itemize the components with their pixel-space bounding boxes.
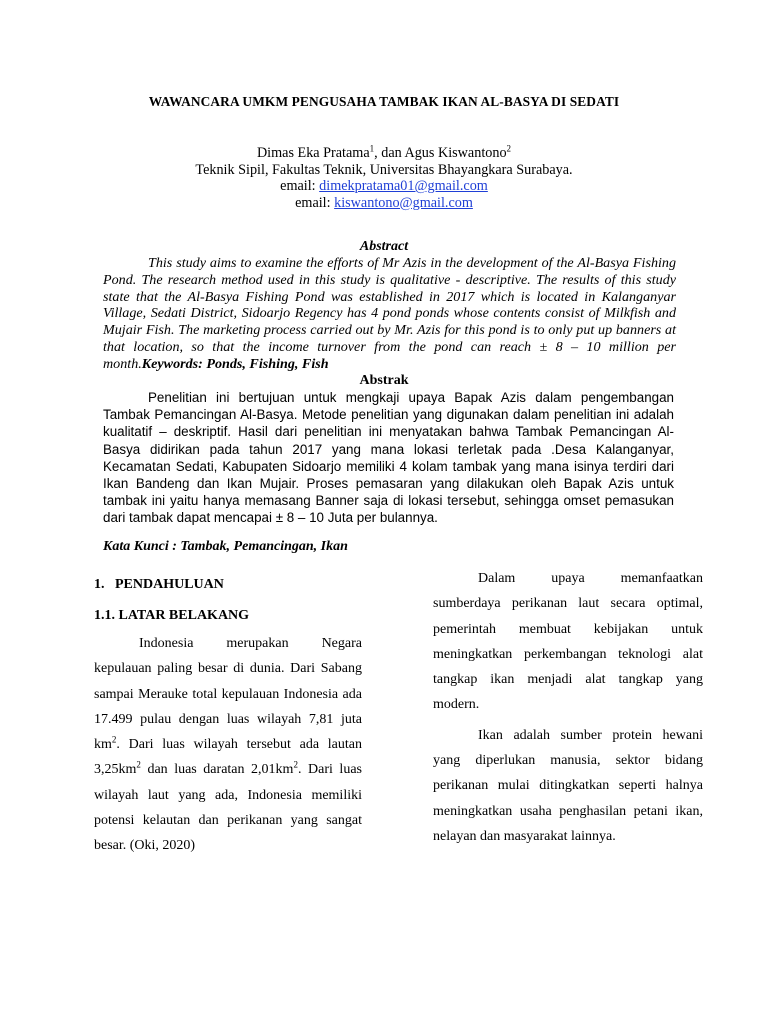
body-column-left [94, 631, 362, 859]
author-block [0, 145, 768, 211]
author-names: Dimas Eka Pratama$^1$, dan Agus Kiswantono$^2$ [256, 143, 512, 161]
body-column-right [433, 566, 703, 849]
affiliation: Teknik Sipil, Fakultas Teknik, Universitas Bhayangkara Surabaya. [195, 161, 573, 178]
abstract-heading: Abstract [359, 239, 409, 254]
abstract-text: This study aims to examine the efforts of Mr Azis in the development of the Al-Basya Fishing Pond. The research method used in this study is qualitative - descriptive. The results of this study state that the Al-Basya Fishing Pond was established in 2017 which is located in Kalanganyar Village, Sedati District, Sidoarjo Regency has 4 pond ponds whose contents consist of Milkfish and Mujair Fish. The marketing process carried out by Mr. Azis for this pond is to only put up banners at that location, so that the income turnover from the pond can reach ± 8 – 10 million per month.Keywords: Ponds, Fishing, Fish [103, 255, 676, 372]
section-heading-pendahuluan: 1. PENDAHULUAN [94, 577, 224, 592]
abstract-keywords: Keywords: Ponds, Fishing, Fish [141, 355, 329, 372]
paragraph-1: Indonesia merupakan Negara kepulauan paling besar di dunia. Dari Sabang sampai Merauke total kepulauan Indonesia ada 17.499 pulau dengan luas wilayah 7,81 juta $km^2$. Dari luas wilayah tersebut ada lautan $3,25km^2$ dan luas daratan $2,01km^2$. Dari luas wilayah laut yang ada, Indonesia memiliki potensi kelautan dan perikanan yang sangat besar. (Oki, 2020) [94, 636, 362, 854]
paragraph-2: Dalam upaya memanfaatkan sumberdaya perikanan laut secara optimal, pemerintah membuat kebijakan untuk meningkatkan perkembangan teknologi alat tangkap ikan menjadi alat tangkap yang modern. [433, 571, 703, 713]
email-line-2: email: kiswantono@gmail.com [295, 194, 473, 211]
email-line-1: email: dimekpratama01@gmail.com [280, 178, 488, 194]
abstrak-text: Penelitian ini bertujuan untuk mengkaji upaya Bapak Azis dalam pengembangan Tambak Pemancingan Al-Basya. Metode penelitian yang digunakan dalam penelitian ini adalah kualitatif – deskriptif. Hasil dari penelitian ini menyatakan bahwa Tambak Pemancingan Al-Basya didirikan pada tahun 2017 yang mana lokasi terletak pada .Desa Kalanganyar, Kecamatan Sedati, Kabupaten Sidoarjo memiliki 4 kolam tambak yang mana isinya terdiri dari Ikan Bandeng dan Ikan Mujair. Proses pemasaran yang dilakukan oleh Bapak Azis untuk tambak ini yaitu hanya memasang Banner saja di lokasi tersebut, sehingga omset pemasukan dari tambak dapat mencapai ± 8 – 10 Juta per bulannya. [103, 390, 674, 526]
email-link-2[interactable]: kiswantono@gmail.com [334, 194, 473, 211]
abstrak-heading: Abstrak [359, 373, 409, 388]
subsection-heading-latar-belakang: 1.1. LATAR BELAKANG [94, 608, 250, 623]
paper-title: WAWANCARA UMKM PENGUSAHA TAMBAK IKAN AL-BASYA DI SEDATI [148, 94, 620, 109]
email-link-1[interactable]: dimekpratama01@gmail.com [319, 178, 488, 194]
paragraph-3: Ikan adalah sumber protein hewani yang diperlukan manusia, sektor bidang perikanan mulai ditingkatkan seperti halnya meningkatkan usaha penghasilan petani ikan, nelayan dan masyarakat lainnya. [433, 727, 703, 844]
kata-kunci: Kata Kunci : Tambak, Pemancingan, Ikan [103, 539, 348, 554]
